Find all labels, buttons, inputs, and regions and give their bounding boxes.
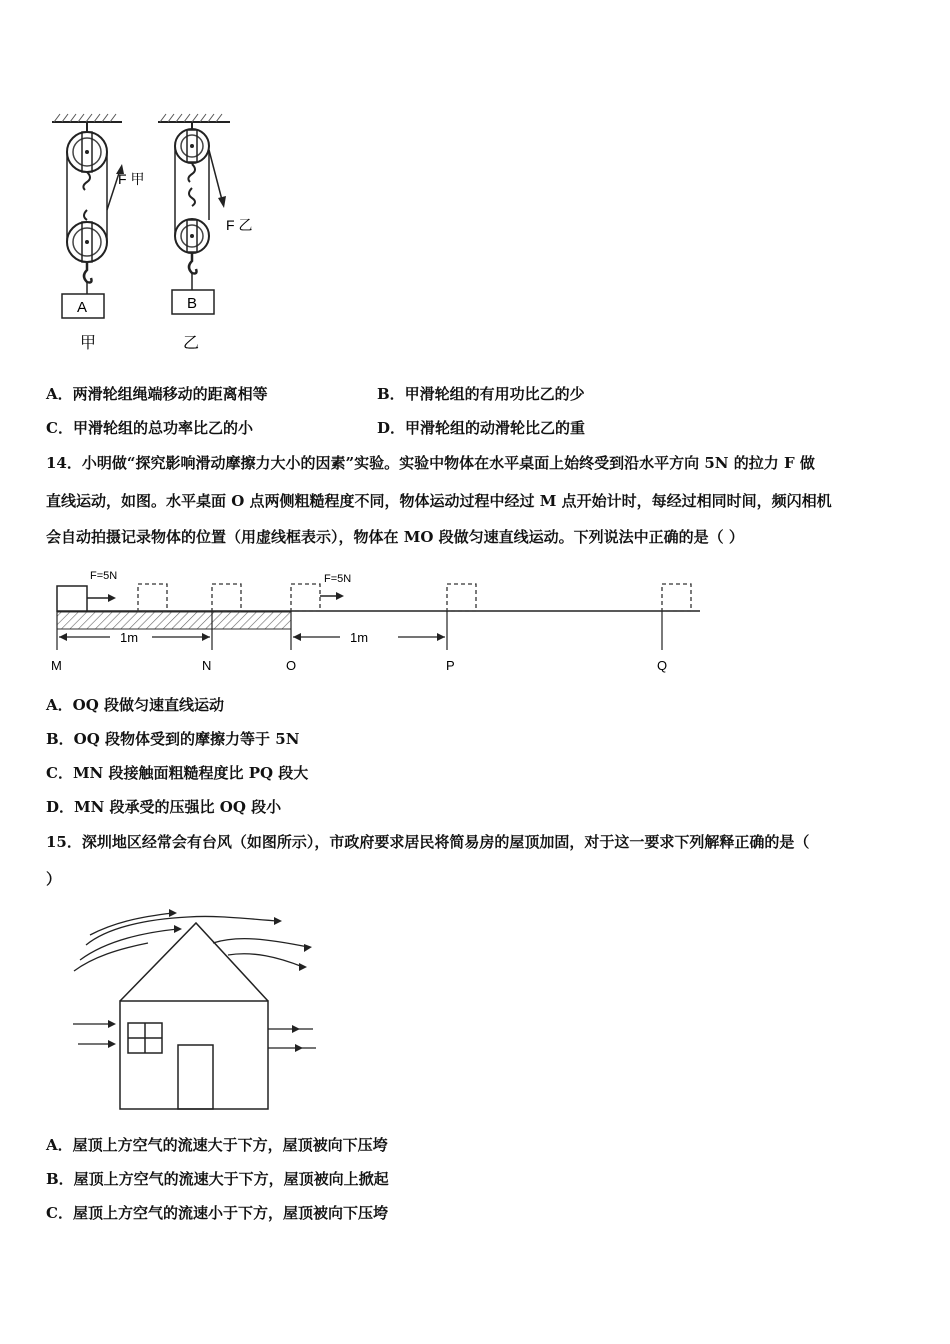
q13-option-b: B．甲滑轮组的有用功比乙的少 [377, 385, 585, 403]
q15-stem-line-1: 15．深圳地区经常会有台风（如图所示），市政府要求居民将简易房的屋顶加固，对于这一要求下列解释正确的是（ [46, 833, 810, 851]
q15-option-b: B．屋顶上方空气的流速大于下方，屋顶被向上掀起 [46, 1170, 389, 1188]
friction-figure [40, 565, 720, 680]
force-yi-label: F 乙 [226, 217, 253, 233]
point-m: M [51, 658, 62, 673]
q14-option-c: C．MN 段接触面粗糙程度比 PQ 段大 [46, 764, 309, 782]
q15-option-a: A．屋顶上方空气的流速大于下方，屋顶被向下压垮 [46, 1136, 388, 1154]
force-label-left: F=5N [90, 570, 118, 582]
q13-option-c: C．甲滑轮组的总功率比乙的小 [46, 419, 253, 437]
q14-option-d: D．MN 段承受的压强比 OQ 段小 [46, 798, 282, 816]
q13-option-d: D．甲滑轮组的动滑轮比乙的重 [377, 419, 586, 437]
box-b-label: B [187, 295, 198, 312]
position-frame [447, 584, 476, 611]
point-q: Q [657, 658, 668, 673]
q13-option-a: A．两滑轮组绳端移动的距离相等 [46, 385, 268, 403]
caption-yi: 乙 [183, 335, 200, 352]
force-jia-label: F 甲 [118, 171, 145, 187]
position-frame [212, 584, 241, 611]
q14-stem-line-3: 会自动拍摄记录物体的位置（用虚线框表示），物体在 MO 段做匀速直线运动。下列说法中正确的是（ ） [46, 528, 744, 546]
block [57, 586, 87, 611]
caption-jia: 甲 [80, 335, 97, 352]
point-n: N [202, 658, 212, 673]
q14-option-b: B．OQ 段物体受到的摩擦力等于 5N [46, 730, 300, 748]
position-frame [662, 584, 691, 611]
house-door [178, 1045, 213, 1109]
box-a-label: A [77, 299, 88, 316]
distance-mn: 1m [120, 630, 139, 645]
q15-stem-line-2: ） [46, 870, 62, 888]
q14-stem-line-1: 14．小明做“探究影响滑动摩擦力大小的因素”实验。实验中物体在水平桌面上始终受到沿水平方向 5N 的拉力 F 做 [46, 454, 815, 472]
house-wall [120, 1001, 268, 1109]
rough-surface [57, 612, 291, 629]
force-label-right: F=5N [324, 573, 352, 585]
distance-op: 1m [350, 630, 369, 645]
typhoon-house-figure [68, 905, 328, 1115]
q14-option-a: A．OQ 段做匀速直线运动 [46, 696, 224, 714]
pulley-figure [40, 110, 280, 360]
q15-option-c: C．屋顶上方空气的流速小于下方，屋顶被向下压垮 [46, 1204, 388, 1222]
point-p: P [446, 658, 455, 673]
q14-stem-line-2: 直线运动，如图。水平桌面 O 点两侧粗糙程度不同，物体运动过程中经过 M 点开始计时，每经过相同时间，频闪相机 [46, 492, 832, 510]
position-frame [291, 584, 320, 611]
point-o: O [286, 658, 297, 673]
position-frame [138, 584, 167, 611]
